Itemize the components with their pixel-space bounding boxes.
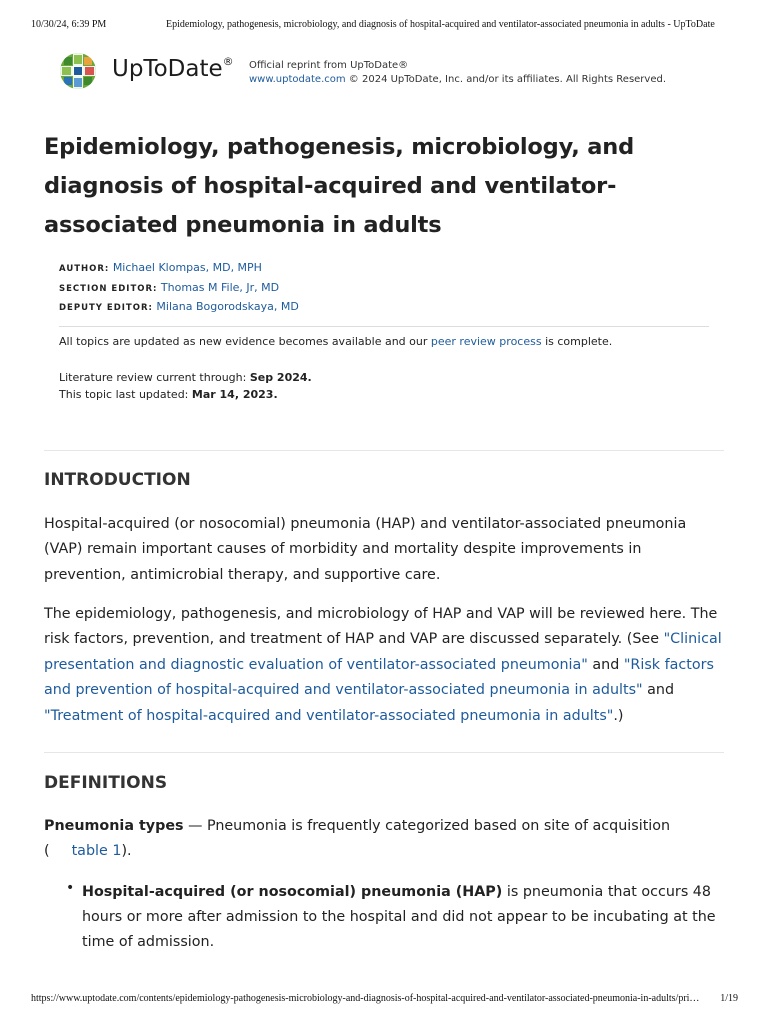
reprint-line: Official reprint from UpToDate® xyxy=(249,60,409,71)
print-timestamp: 10/30/24, 6:39 PM xyxy=(31,19,107,30)
lit-review-date: Sep 2024. xyxy=(249,371,312,384)
review-dates: Literature review current through: Sep 2024. This topic last updated: Mar 14, 2023. xyxy=(59,371,312,401)
update-note: All topics are updated as new evidence becomes available and our peer review process is complete. xyxy=(59,335,613,348)
peer-review-link[interactable]: peer review process xyxy=(430,335,542,348)
credit-section-editor: SECTION EDITOR: Thomas M File, Jr, MD xyxy=(59,280,280,294)
introduction-heading: INTRODUCTION xyxy=(44,470,191,490)
page-number: 1/19 xyxy=(720,993,738,1004)
link-clinical-presentation[interactable]: "Clinical presentation and diagnostic evaluation of ventilator-associated pneumonia" xyxy=(44,631,722,673)
section-editor-link[interactable]: Thomas M File, Jr, MD xyxy=(160,280,280,294)
pneumonia-types-paragraph: Pneumonia types — Pneumonia is frequently categorized based on site of acquisition ( table 1). xyxy=(44,818,671,860)
intro-paragraph-2: The epidemiology, pathogenesis, and microbiology of HAP and VAP will be reviewed here. The risk factors, prevention, and treatment of HAP and VAP are discussed separately. (See "Clinical presentation and diagnostic evaluation of ventilator-associated pneumonia" and "Risk factors and prevention of hospital-acquired and ventilator-associated pneumonia in adults" and "Treatment of hospital-acquired and ventilator-associated pneumonia in adults".) xyxy=(44,606,722,724)
uptodate-logo-icon xyxy=(59,52,97,90)
last-updated-date: Mar 14, 2023. xyxy=(191,388,278,401)
bullet-icon: • xyxy=(66,880,75,896)
print-page-title: Epidemiology, pathogenesis, microbiology, and diagnosis of hospital-acquired and ventilator-associated pneumonia in adults - UpToDate xyxy=(166,19,715,30)
hap-definition-bullet: Hospital-acquired (or nosocomial) pneumonia (HAP) is pneumonia that occurs 48 hours or more after admission to the hospital and did not appear to be incubating at the time of admission. xyxy=(82,884,716,950)
credits xyxy=(59,259,299,318)
link-risk-factors[interactable]: "Risk factors and prevention of hospital-acquired and ventilator-associated pneumonia in adults" xyxy=(44,656,714,699)
table-1-link[interactable]: table 1 xyxy=(71,843,122,860)
credit-deputy-editor: DEPUTY EDITOR: Milana Bogorodskaya, MD xyxy=(59,300,299,313)
intro-paragraph-1: Hospital-acquired (or nosocomial) pneumonia (HAP) and ventilator-associated pneumonia (VAP) remain important causes of morbidity and mortality despite improvements in prevention, antimicrobial therapy, and supportive care. xyxy=(44,516,687,583)
section-divider xyxy=(44,752,724,753)
link-treatment[interactable]: "Treatment of hospital-acquired and ventilator-associated pneumonia in adults" xyxy=(44,707,614,724)
uptodate-site-link[interactable]: www.uptodate.com xyxy=(249,74,346,85)
deputy-editor-link[interactable]: Milana Bogorodskaya, MD xyxy=(156,300,299,313)
print-url: https://www.uptodate.com/contents/epidemiology-pathogenesis-microbiology-and-diagnosis-of-hospital-acquired-and-ventilator-associated-pneumonia-in-adults/pri… xyxy=(31,993,700,1004)
definitions-heading: DEFINITIONS xyxy=(44,773,168,793)
author-link[interactable]: Michael Klompas, MD, MPH xyxy=(112,261,262,274)
divider xyxy=(59,326,709,327)
credit-author: AUTHOR: Michael Klompas, MD, MPH xyxy=(59,261,262,274)
brand-name: UpToDate® xyxy=(112,55,234,82)
copyright-text: © 2024 UpToDate, Inc. and/or its affiliates. All Rights Reserved. xyxy=(348,74,667,85)
article-title: Epidemiology, pathogenesis, microbiology, and diagnosis of hospital-acquired and ventilator-associated pneumonia in adults xyxy=(44,134,634,238)
section-divider xyxy=(44,450,724,451)
reprint-notice xyxy=(249,59,666,87)
